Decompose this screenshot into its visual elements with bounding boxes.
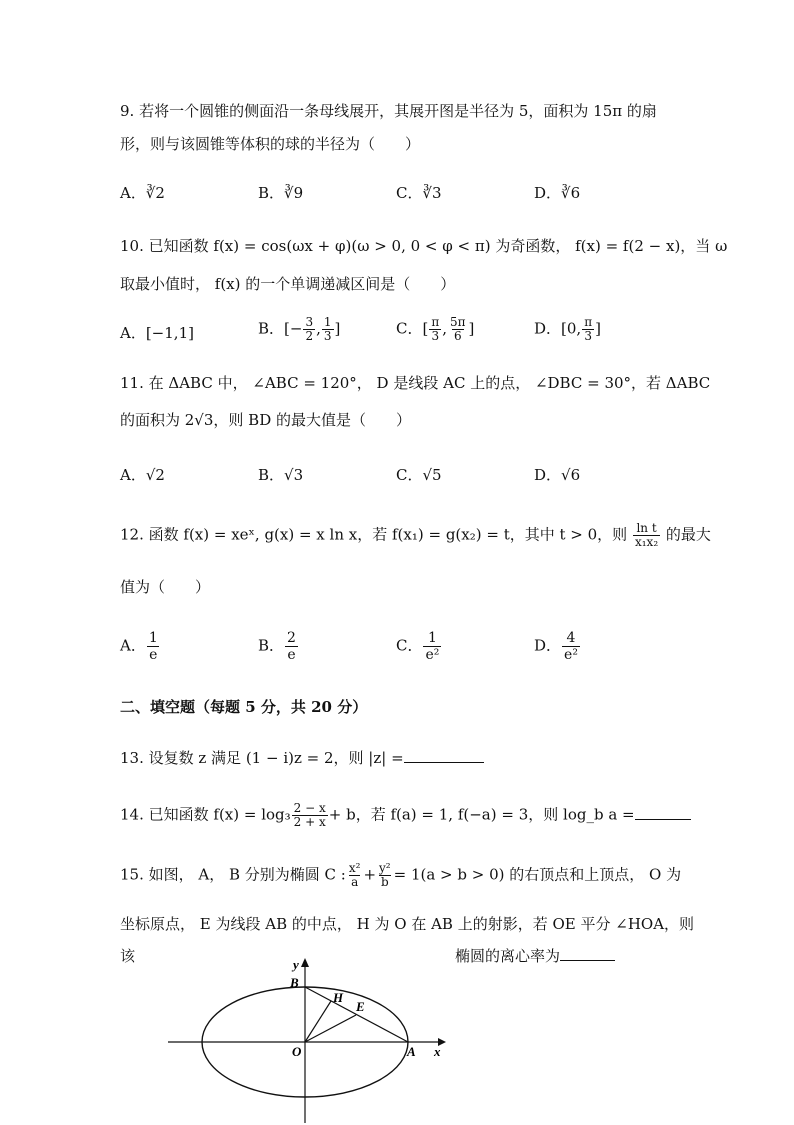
- ellipse-figure: [160, 955, 460, 1125]
- q15-line3-left: 该: [120, 947, 136, 965]
- q10-option-b: B．[− $\frac{3}{2}$ , $\frac{1}{3}$ ]: [258, 315, 341, 343]
- q12-option-c: C． $\frac{1}{\text{e²}}$: [396, 630, 440, 663]
- q9-line1: 9. 若将一个圆锥的侧面沿一条母线展开，其展开图是半径为 5，面积为 15π 的扇: [120, 102, 657, 120]
- q15-line3-right: 椭圆的离心率为: [455, 946, 615, 966]
- label-o: O: [292, 1044, 302, 1059]
- q9-option-c: C．∛3: [396, 184, 442, 202]
- q11-option-c: C．√5: [396, 466, 442, 484]
- label-b: B: [290, 975, 299, 990]
- q12-line1: 12. 函数 f(x) = xeˣ, g(x) = x ln x，若 f(x₁) = g(x₂) = t，其中 t > 0，则 $\frac{\text{ln t}}{\text{x₁x₂}}$ 的最大: [120, 521, 711, 549]
- q12-option-a: A． $\frac{1}{e}$: [120, 630, 158, 663]
- q10-option-a: A．[−1,1]: [120, 324, 194, 342]
- q10-option-c: C．[ $\frac{\pi}{3}$ , $\frac{5\pi}{6}$ ]: [396, 315, 475, 343]
- label-a: A: [407, 1044, 416, 1059]
- q9-line2: 形，则与该圆锥等体积的球的半径为（ ）: [120, 135, 421, 153]
- q10-line1: 10. 已知函数 f(x) = cos(ωx + φ)(ω > 0, 0 < φ < π) 为奇函数， f(x) = f(2 − x)，当 ω: [120, 237, 728, 255]
- q11-line2: 的面积为 2√3，则 BD 的最大值是（ ）: [120, 411, 412, 429]
- segment-oh: [305, 1001, 331, 1042]
- q11-option-d: D．√6: [534, 466, 581, 484]
- q14-line: 14. 已知函数 f(x) = log₃ $\frac{2 - x}{2 + x}$ + b，若 f(a) = 1, f(−a) = 3，则 log_b a =: [120, 802, 691, 829]
- label-h: H: [333, 990, 344, 1005]
- q11-line1: 11. 在 ΔABC 中， ∠ABC = 120°， D 是线段 AC 上的点， ∠DBC = 30°，若 ΔABC: [120, 374, 711, 392]
- q15-answer-blank[interactable]: [560, 960, 615, 961]
- q11-option-a: A．√2: [120, 466, 165, 484]
- q9-option-b: B．∛9: [258, 184, 304, 202]
- q10-line2: 取最小值时， f(x) 的一个单调递减区间是（ ）: [120, 275, 456, 293]
- q10-option-d: D．[0, $\frac{\pi}{3}$ ]: [534, 315, 601, 343]
- q11-option-b: B．√3: [258, 466, 304, 484]
- q9-option-a: A．∛2: [120, 184, 165, 202]
- q15-line1: 15. 如图， A， B 分别为椭圆 C : $\frac{\text{x²}}{a}$ + $\frac{\text{y²}}{b}$ = 1(a > b > 0) 的右顶点和上顶点， O 为: [120, 861, 682, 889]
- q12-fraction: $\frac{\text{ln t}}{\text{x₁x₂}}$: [634, 521, 659, 549]
- q14-answer-blank[interactable]: [635, 819, 691, 820]
- q12-option-b: B． $\frac{2}{e}$: [258, 630, 296, 663]
- y-axis-arrow: [301, 958, 309, 967]
- q13-line: 13. 设复数 z 满足 (1 − i)z = 2，则 |z| =: [120, 748, 484, 768]
- q12-line2: 值为（ ）: [120, 578, 211, 596]
- label-e: E: [356, 999, 365, 1014]
- q13-answer-blank[interactable]: [404, 762, 484, 763]
- label-x: x: [434, 1044, 441, 1059]
- q12-option-d: D． $\frac{4}{\text{e²}}$: [534, 630, 578, 663]
- section-fill-in-header: 二、填空题（每题 5 分，共 20 分）: [120, 698, 368, 716]
- segment-oe: [305, 1015, 356, 1042]
- q15-line2: 坐标原点， E 为线段 AB 的中点， H 为 O 在 AB 上的射影，若 OE 平分 ∠HOA，则: [120, 915, 695, 933]
- label-y: y: [293, 957, 299, 972]
- q9-option-d: D．∛6: [534, 184, 581, 202]
